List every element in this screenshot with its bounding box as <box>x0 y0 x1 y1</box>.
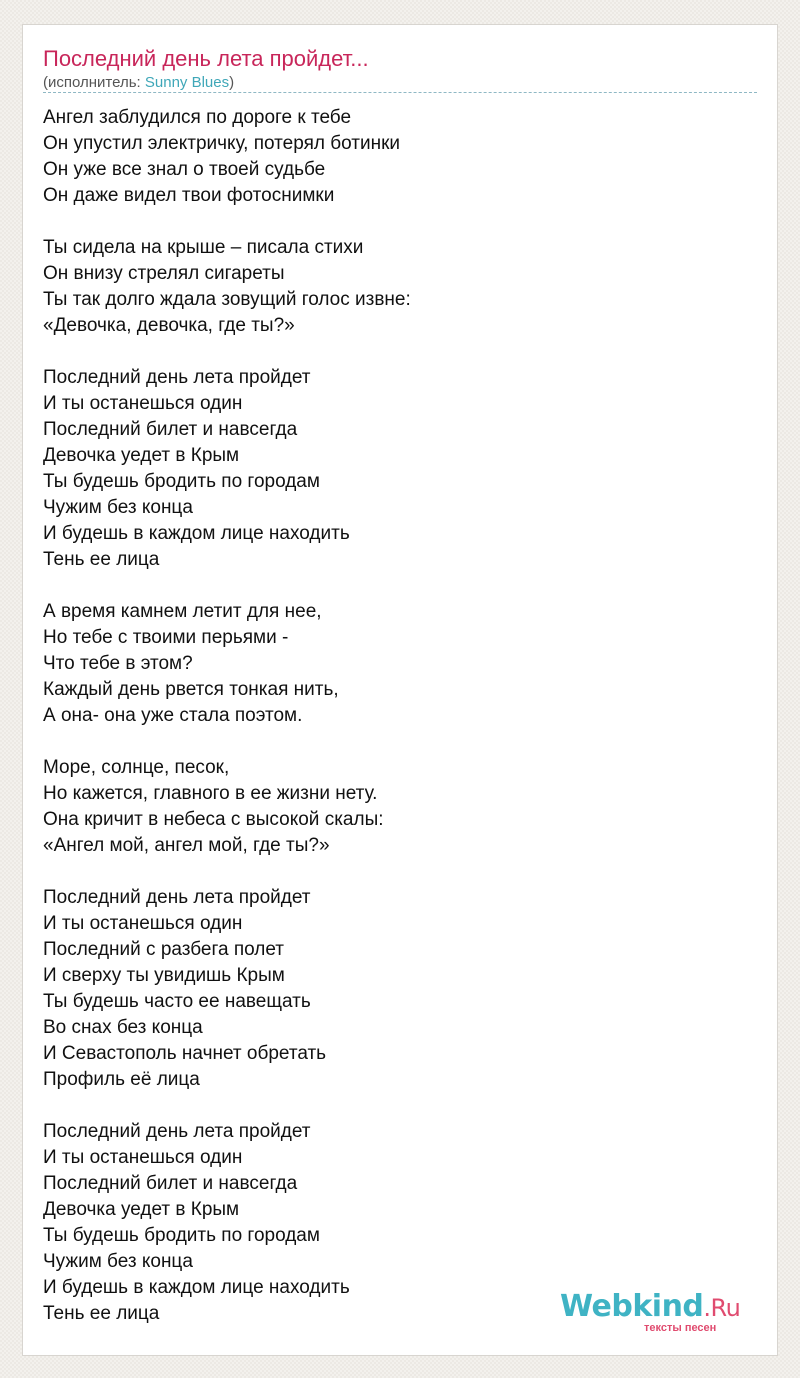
lyrics-line: А она- она уже стала поэтом. <box>43 705 303 726</box>
title-divider <box>43 92 757 93</box>
lyrics-line: И Севастополь начнет обретать <box>43 1043 327 1064</box>
lyrics-line: Девочка уедет в Крым <box>43 1199 240 1220</box>
lyrics-line: Ты сидела на крыше – писала стихи <box>43 237 364 258</box>
lyrics-stanza <box>43 105 743 209</box>
artist-prefix: (исполнитель: <box>43 74 145 91</box>
lyrics-line: Что тебе в этом? <box>43 653 193 674</box>
lyrics-line: Он даже видел твои фотоснимки <box>43 185 335 206</box>
lyrics-line: Ангел заблудился по дороге к тебе <box>43 107 352 128</box>
logo-suffix: .Ru <box>703 1294 741 1322</box>
lyrics-line: Последний день лета пройдет <box>43 887 311 908</box>
logo-main-text: Webkind <box>560 1289 704 1324</box>
lyrics-line: И ты останешься один <box>43 913 243 934</box>
lyrics-line: И ты останешься один <box>43 393 243 414</box>
lyrics-line: Чужим без конца <box>43 497 193 518</box>
lyrics-line: Каждый день рвется тонкая нить, <box>43 679 339 700</box>
lyrics-line: Последний с разбега полет <box>43 939 284 960</box>
artist-link[interactable]: Sunny Blues <box>144 74 230 91</box>
lyrics-line: Ты будешь бродить по городам <box>43 471 320 492</box>
lyrics-line: Последний день лета пройдет <box>43 1121 311 1142</box>
lyrics-line: Профиль её лица <box>43 1069 200 1090</box>
lyrics-line: И сверху ты увидишь Крым <box>43 965 285 986</box>
lyrics-line: Тень ее лица <box>43 1303 160 1324</box>
lyrics-stanza <box>43 755 743 859</box>
artist-line <box>43 74 234 92</box>
lyrics-line: Тень ее лица <box>43 549 160 570</box>
lyrics-line: Она кричит в небеса с высокой скалы: <box>43 809 384 830</box>
logo-tagline: тексты песен <box>644 1322 717 1334</box>
lyrics-line: Он внизу стрелял сигареты <box>43 263 285 284</box>
webkind-logo[interactable] <box>560 1289 760 1334</box>
lyrics-stanza <box>43 885 743 1093</box>
lyrics-line: Море, солнце, песок, <box>43 757 230 778</box>
lyrics-line: Но кажется, главного в ее жизни нету. <box>43 783 378 804</box>
artist-suffix: ) <box>229 74 235 91</box>
lyrics-line: Ты будешь часто ее навещать <box>43 991 311 1012</box>
lyrics-line: «Девочка, девочка, где ты?» <box>43 315 295 336</box>
lyrics-line: А время камнем летит для нее, <box>43 601 322 622</box>
lyrics-line: Во снах без конца <box>43 1017 203 1038</box>
lyrics-line: Последний билет и навсегда <box>43 419 298 440</box>
lyrics-line: Но тебе с твоими перьями - <box>43 627 289 648</box>
logo-wordmark <box>560 1290 740 1325</box>
lyrics-line: И ты останешься один <box>43 1147 243 1168</box>
lyrics-line: Он упустил электричку, потерял ботинки <box>43 133 400 154</box>
lyrics-line: И будешь в каждом лице находить <box>43 523 350 544</box>
lyrics-stanza <box>43 599 743 729</box>
lyrics-text <box>43 105 743 1353</box>
lyrics-line: Последний день лета пройдет <box>43 367 311 388</box>
lyrics-line: Последний билет и навсегда <box>43 1173 298 1194</box>
lyrics-line: Девочка уедет в Крым <box>43 445 240 466</box>
lyrics-card <box>22 24 778 1356</box>
lyrics-stanza <box>43 235 743 339</box>
lyrics-line: Ты будешь бродить по городам <box>43 1225 320 1246</box>
song-title: Последний день лета пройдет... <box>43 46 369 71</box>
lyrics-line: «Ангел мой, ангел мой, где ты?» <box>43 835 330 856</box>
lyrics-stanza <box>43 365 743 573</box>
lyrics-line: Он уже все знал о твоей судьбе <box>43 159 326 180</box>
lyrics-line: Ты так долго ждала зовущий голос извне: <box>43 289 411 310</box>
lyrics-line: Чужим без конца <box>43 1251 193 1272</box>
lyrics-line: И будешь в каждом лице находить <box>43 1277 350 1298</box>
